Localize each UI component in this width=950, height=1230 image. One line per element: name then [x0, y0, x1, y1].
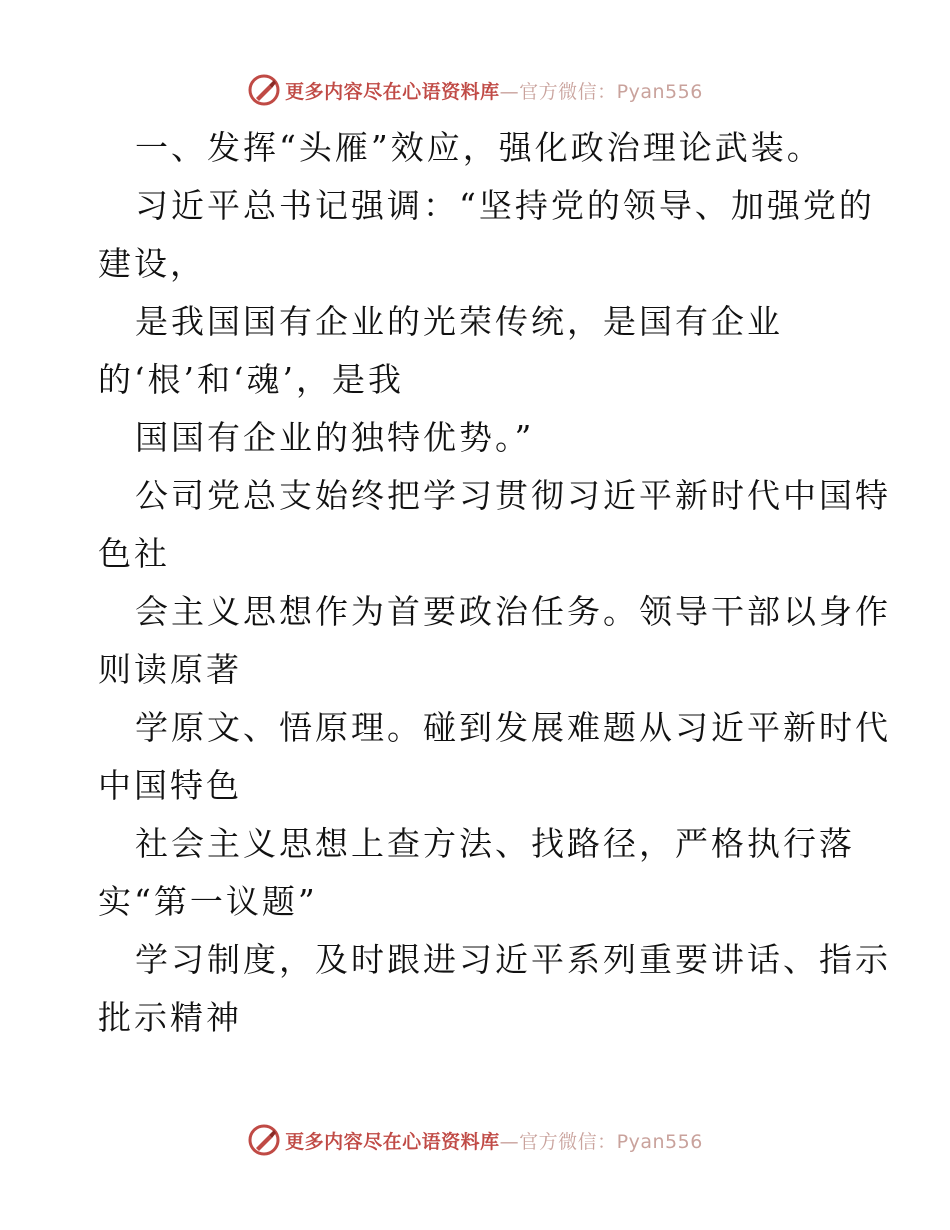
paragraph-line: 社会主义思想上查方法、找路径，严格执行落	[135, 824, 855, 863]
banner-suffix: —官方微信：Pyan556	[499, 1130, 703, 1153]
paragraph-line: 习近平总书记强调：“坚持党的领导、加强党的	[135, 186, 875, 225]
paragraph-line: 批示精神	[98, 998, 242, 1037]
footer-banner	[0, 1120, 950, 1160]
heading-line: 一、发挥“头雁”效应，强化政治理论武装。	[135, 128, 823, 167]
pen-logo-icon	[247, 73, 281, 107]
header-banner	[0, 70, 950, 110]
paragraph-line: 是我国国有企业的光荣传统，是国有企业	[135, 302, 783, 341]
paragraph-line: 则读原著	[98, 650, 242, 689]
paragraph-line: 学习制度，及时跟进习近平系列重要讲话、指示	[135, 940, 891, 979]
banner-suffix: —官方微信：Pyan556	[499, 80, 703, 103]
paragraph-line: 实“第一议题”	[98, 882, 318, 921]
banner-brand: 更多内容尽在心语资料库	[285, 80, 500, 103]
pen-logo-icon	[247, 1123, 281, 1157]
paragraph-line: 中国特色	[98, 766, 242, 805]
paragraph-line: 国国有企业的独特优势。”	[135, 418, 535, 457]
banner-text	[285, 77, 703, 104]
paragraph-line: 的‘根’和‘魂’，是我	[98, 360, 404, 399]
paragraph-line: 会主义思想作为首要政治任务。领导干部以身作	[135, 592, 891, 631]
paragraph-line: 建设，	[98, 244, 206, 283]
paragraph-line: 公司党总支始终把学习贯彻习近平新时代中国特	[135, 476, 891, 515]
paragraph-line: 学原文、悟原理。碰到发展难题从习近平新时代	[135, 708, 891, 747]
banner-brand: 更多内容尽在心语资料库	[285, 1130, 500, 1153]
paragraph-line: 色社	[98, 534, 170, 573]
banner-text	[285, 1127, 703, 1154]
